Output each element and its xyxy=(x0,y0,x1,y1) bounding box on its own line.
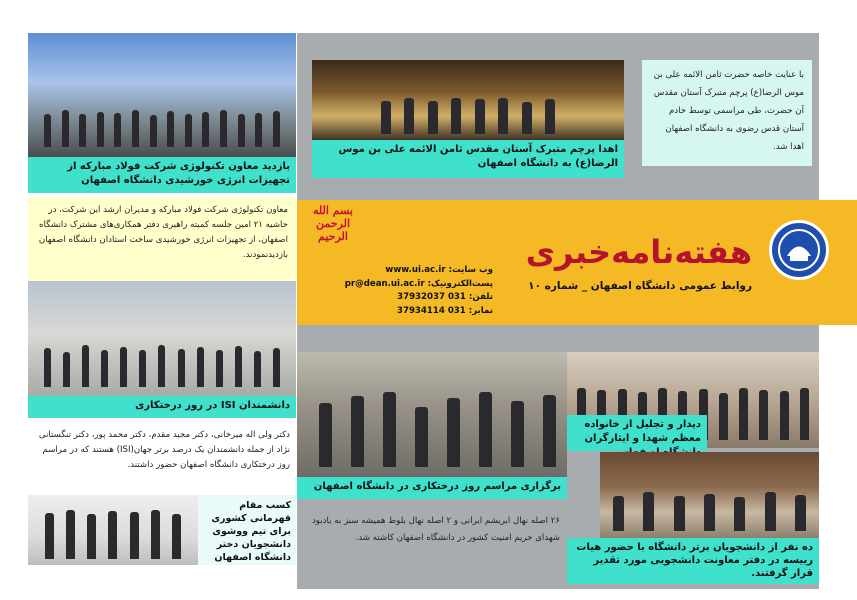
wushu-team-photo xyxy=(28,495,198,565)
top-students-photo xyxy=(600,452,819,538)
solar-visit-text: معاون تکنولوژی شرکت فولاد مبارکه و مدیران ارشد این شرکت، در حاشیه ۲۱ امین جلسه کمیته راهبری دفتر همکاری‌های مشترک دانشگاه اصفهان، از تجهیزات انرژی خورشیدی ساخت استادان دانشگاه اصفهان بازدیدنمودند. xyxy=(28,197,296,281)
flag-caption: اهدا پرچم متبرک آستان مقدس ثامن الائمه علی بن موس الرضا(ع) به دانشگاه اصفهان xyxy=(312,140,624,178)
solar-visit-caption: بازدید معاون تکنولوژی شرکت فولاد مبارکه از تجهیزات انرژی خورشیدی دانشگاه اصفهان xyxy=(28,157,296,193)
email-link[interactable]: پست‌الکترونیک: pr@dean.ui.ac.ir xyxy=(344,278,493,289)
bismillah-calligraphy: بسم الله الرحمن الرحیم xyxy=(313,204,353,243)
wushu-caption: کسب مقام قهرمانی کشوری برای تیم ووشوی دانشجویان دختر دانشگاه اصفهان xyxy=(198,495,296,565)
contact-block xyxy=(303,264,493,322)
tree-planting-photo xyxy=(297,352,567,477)
flag-ceremony-photo xyxy=(312,60,624,140)
newsletter-subtitle: روابط عمومی دانشگاه اصفهان _ شماره ۱۰ xyxy=(528,280,752,292)
isi-text: دکتر ولی اله میرخانی، دکتر مجید مقدم، دکتر محمد پور، دکتر تنگستانی نژاد از جمله دانشمندان یک درصد برتر جهان(ISI) هستند که در مراسم روز درختکاری دانشگاه اصفهان حضور داشتند. xyxy=(38,430,290,470)
flag-text: با عنایت خاصه حضرت ثامن الائمه علی بن موس الرضا(ع) پرچم متبرک آستان مقدس آن حضرت، طی مراسمی توسط خادم آستان قدس رضوی به دانشگاه اصفهان اهدا شد. xyxy=(642,60,812,166)
university-logo xyxy=(769,220,829,280)
isi-caption: دانشمندان ISI در روز درختکاری xyxy=(28,396,296,418)
tree-planting-text: ۲۶ اصله نهال ابریشم ایرانی و ۲ اصله نهال بلوط همیشه سبز به یادبود شهدای حریم امنیت کشور در دانشگاه اصفهان کاشته شد. xyxy=(311,516,560,543)
newsletter-title: هفته‌نامه‌خبری xyxy=(525,233,752,271)
phone-number: تلفن: 031 37932037 xyxy=(397,292,493,302)
martyrs-caption: دیدار و تجلیل از خانواده معظم شهدا و ایثارگران xyxy=(567,415,707,451)
website-link[interactable]: وب سایت: www.ui.ac.ir xyxy=(385,265,493,275)
fax-number: نمابر: 031 37934114 xyxy=(396,305,493,316)
header-band xyxy=(297,200,857,325)
tree-planting-caption: برگزاری مراسم روز درختکاری در دانشگاه اصفهان xyxy=(297,477,567,499)
isi-scientists-photo xyxy=(28,281,296,396)
solar-visit-photo xyxy=(28,33,296,157)
top-students-caption: ده نفر از دانشجویان برتر دانشگاه با حضور هیات رییسه در دفتر معاونت دانشجویی مورد تقدیر قرار گرفتند. xyxy=(567,538,819,584)
